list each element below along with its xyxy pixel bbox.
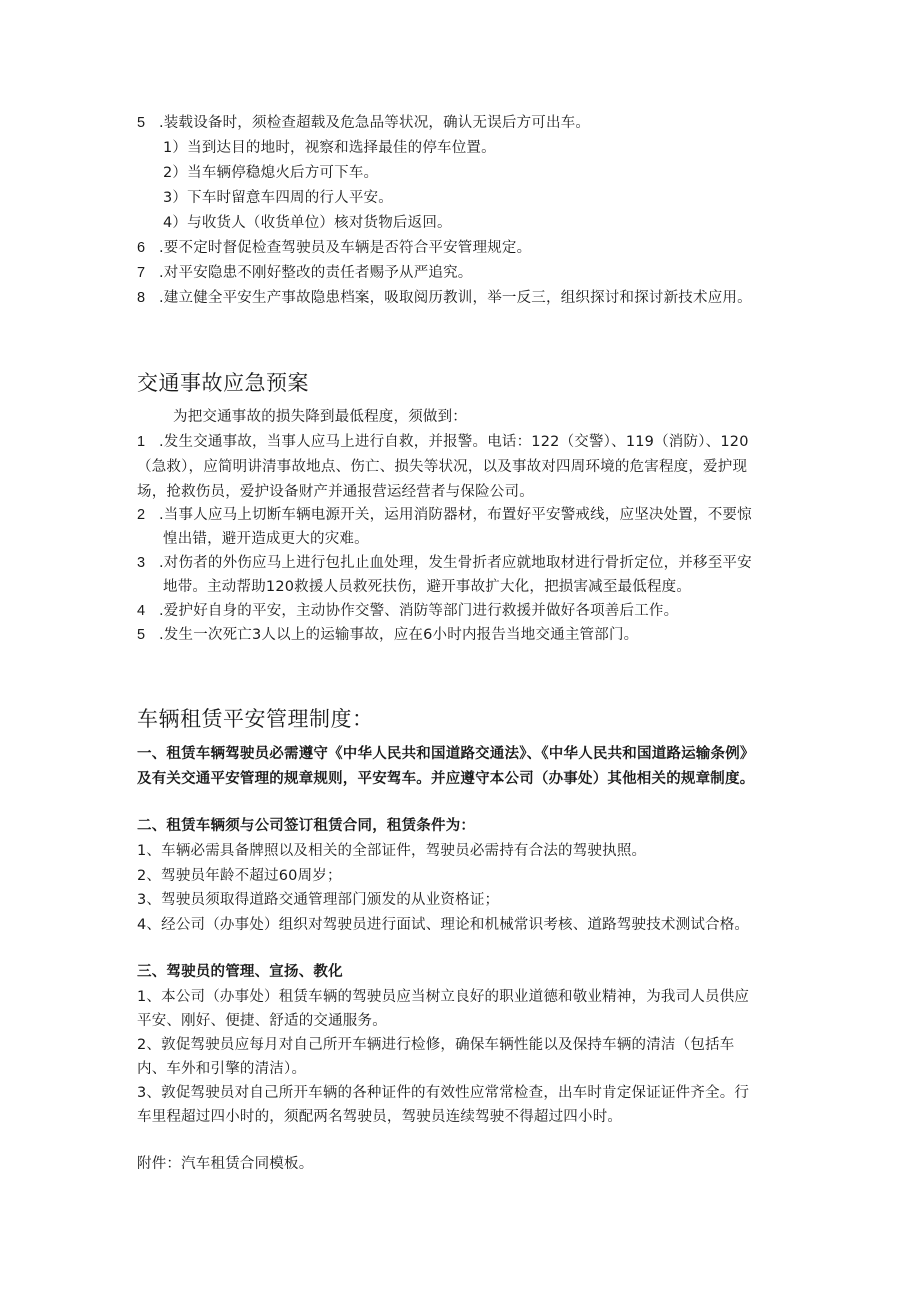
item-number: 6 bbox=[137, 240, 146, 256]
item-text: .发生一次死亡3人以上的运输事故，应在6小时内报告当地交通主管部门。 bbox=[159, 627, 639, 643]
list-item bbox=[137, 238, 531, 258]
paragraph-line: 2、敦促驾驶员应每月对自己所开车辆进行检修，确保车辆性能以及保持车辆的清洁（包括车 bbox=[137, 1037, 735, 1053]
list-item bbox=[137, 113, 590, 133]
rule-heading: 二、租赁车辆须与公司签订租赁合同，租赁条件为： bbox=[137, 818, 476, 834]
item-number: 2 bbox=[137, 507, 146, 523]
list-item: 1、车辆必需具备牌照以及相关的全部证件，驾驶员必需持有合法的驾驶执照。 bbox=[137, 843, 647, 859]
attachment-note: 附件：汽车租赁合同模板。 bbox=[137, 1156, 314, 1172]
item-number: 7 bbox=[137, 265, 146, 281]
paragraph-line: 1、本公司（办事处）租赁车辆的驾驶员应当树立良好的职业道德和敬业精神，为我司人员供应 bbox=[137, 989, 750, 1005]
item-continuation: （急救），应简明讲清事故地点、伤亡、损失等状况，以及事故对四周环境的危害程度，爱护现 bbox=[137, 459, 748, 475]
list-item: 2、驾驶员年龄不超过60周岁； bbox=[137, 868, 342, 884]
list-item bbox=[137, 505, 752, 525]
item-number: 8 bbox=[137, 290, 146, 306]
list-item: 3、驾驶员须取得道路交通管理部门颁发的从业资格证； bbox=[137, 892, 500, 908]
list-item bbox=[137, 601, 678, 621]
sub-item: 2）当车辆停稳熄火后方可下车。 bbox=[163, 165, 379, 181]
item-text: .要不定时督促检查驾驶员及车辆是否符合平安管理规定。 bbox=[159, 240, 532, 256]
item-continuation: 地带。主动帮助120救援人员救死扶伤，避开事故扩大化，把损害减至最低程度。 bbox=[163, 579, 692, 595]
list-item bbox=[137, 553, 752, 573]
rule-paragraph: 一、租赁车辆驾驶员必需遵守《中华人民共和国道路交通法》、《中华人民共和国道路运输条例》 bbox=[137, 746, 755, 762]
item-text: .爱护好自身的平安，主动协作交警、消防等部门进行救援并做好各项善后工作。 bbox=[159, 603, 679, 619]
item-text: .装载设备时，须检查超载及危急品等状况，确认无误后方可出车。 bbox=[159, 115, 591, 131]
section-title: 交通事故应急预案 bbox=[137, 371, 309, 395]
list-item bbox=[137, 432, 749, 452]
intro-text: 为把交通事故的损失降到最低程度，须做到： bbox=[173, 409, 467, 425]
list-item: 4、经公司（办事处）组织对驾驶员进行面试、理论和机械常识考核、道路驾驶技术测试合格。 bbox=[137, 917, 750, 933]
sub-item: 4）与收货人（收货单位）核对货物后返回。 bbox=[163, 215, 452, 231]
list-item bbox=[137, 263, 473, 283]
item-continuation: 场，抢救伤员，爱护设备财产并通报营运经营者与保险公司。 bbox=[137, 484, 534, 500]
paragraph-line: 车里程超过四小时的，须配两名驾驶员，驾驶员连续驾驶不得超过四小时。 bbox=[137, 1109, 623, 1125]
item-number: 1 bbox=[137, 434, 146, 450]
item-number: 5 bbox=[137, 115, 146, 131]
item-continuation: 惶出错，避开造成更大的灾难。 bbox=[163, 531, 369, 547]
item-number: 4 bbox=[137, 603, 146, 619]
section-title: 车辆租赁平安管理制度： bbox=[137, 707, 374, 731]
item-number: 3 bbox=[137, 555, 146, 571]
paragraph-line: 3、敦促驾驶员对自己所开车辆的各种证件的有效性应常常检查，出车时肯定保证证件齐全。行 bbox=[137, 1085, 750, 1101]
list-item bbox=[137, 625, 638, 645]
item-text: .发生交通事故，当事人应马上进行自救，并报警。电话：122（交警）、119（消防）、120 bbox=[159, 434, 749, 450]
item-text: .建立健全平安生产事故隐患档案，吸取阅历教训，举一反三，组织探讨和探讨新技术应用。 bbox=[159, 290, 752, 306]
item-text: .当事人应马上切断车辆电源开关，运用消防器材，布置好平安警戒线，应坚决处置，不要惊 bbox=[159, 507, 752, 523]
rule-heading: 三、驾驶员的管理、宣扬、教化 bbox=[137, 964, 343, 980]
sub-item: 1）当到达目的地时，视察和选择最佳的停车位置。 bbox=[163, 140, 496, 156]
item-text: .对平安隐患不刚好整改的责任者赐予从严追究。 bbox=[159, 265, 473, 281]
sub-item: 3）下车时留意车四周的行人平安。 bbox=[163, 190, 393, 206]
paragraph-line: 平安、刚好、便捷、舒适的交通服务。 bbox=[137, 1013, 387, 1029]
rule-paragraph: 及有关交通平安管理的规章规则，平安驾车。并应遵守本公司（办事处）其他相关的规章制度。 bbox=[137, 771, 755, 787]
paragraph-line: 内、车外和引擎的清洁）。 bbox=[137, 1061, 307, 1077]
list-item bbox=[137, 288, 752, 308]
item-text: .对伤者的外伤应马上进行包扎止血处理，发生骨折者应就地取材进行骨折定位，并移至平安 bbox=[159, 555, 752, 571]
item-number: 5 bbox=[137, 627, 146, 643]
